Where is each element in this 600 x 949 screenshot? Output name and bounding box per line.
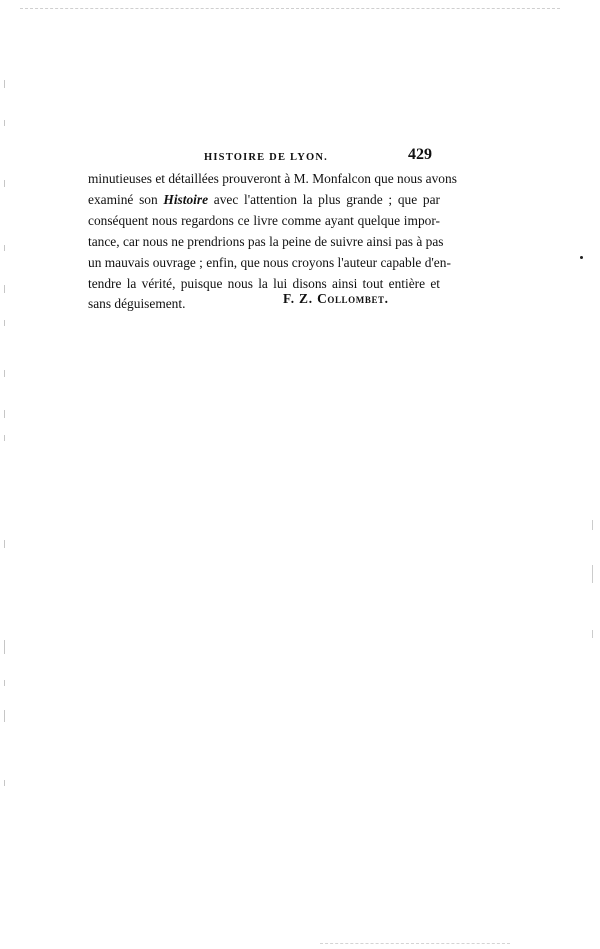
author-signature [283, 291, 389, 307]
page-number: 429 [408, 146, 432, 163]
right-margin-marks [592, 520, 594, 700]
text-line: minutieuses et détaillées prouveront à M. Monfalcon que nous avons [88, 171, 457, 186]
text-line: sans déguisement. [88, 296, 186, 312]
left-margin-marks [4, 80, 6, 800]
scan-edge-bottom [320, 943, 510, 944]
text-line: tance, car nous ne prendrions pas la peine de suivre ainsi pas à pas [88, 233, 444, 249]
margin-dot [580, 256, 583, 259]
signature-surname: Collombet. [317, 291, 389, 306]
text-line: tendre la vérité, puisque nous la lui disons ainsi tout entière et [88, 275, 440, 291]
scan-edge-top [20, 8, 560, 9]
italic-title: Histoire [163, 191, 209, 207]
signature-initials: F. Z. [283, 291, 318, 306]
text-line: conséquent nous regardons ce livre comme ayant quelque impor- [88, 212, 440, 228]
text-line: examiné son Histoire avec l'attention la plus grande ; que par [88, 191, 440, 207]
text-line: un mauvais ouvrage ; enfin, que nous croyons l'auteur capable d'en- [88, 254, 451, 270]
running-title: HISTOIRE DE LYON. [204, 152, 328, 163]
